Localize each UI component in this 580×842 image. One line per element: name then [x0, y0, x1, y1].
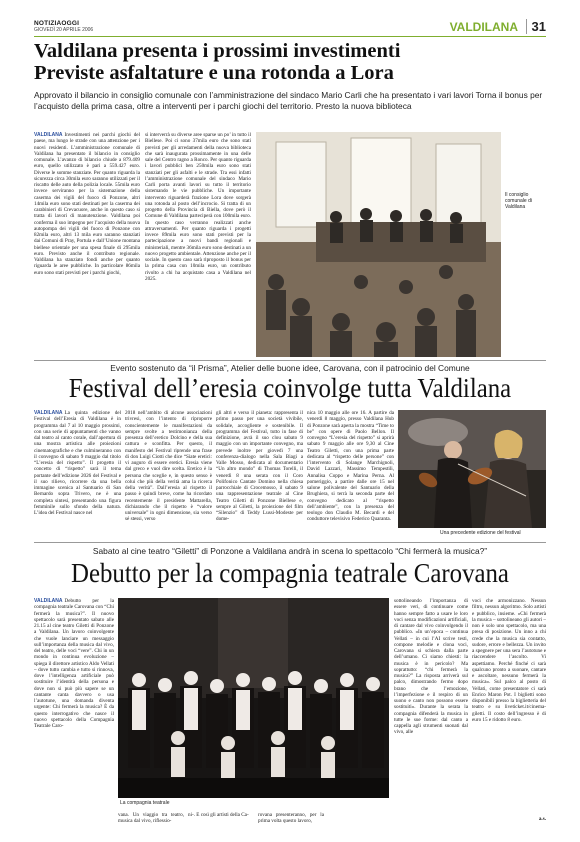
- article3-column-1-text: Debutto per la compagnia teatrale Carovana con “Chi fermerà la musica?”. Il nuovo spettacolo sarà presentato sabato alle 21.15 al cine teatro Giletti di Ponzone a Valdilana. Un lavoro coinvolgente che vuole lanciare un messaggio sull’importanza della musica dal vivo, del teatro, delle voci “vere”. Chi in un mondo in continua evoluzione – spiega il direttore artistico Aldo Vellati – dove tutto cambia e tutto si rinnova, dove l’intelligenza artificiale può sostituire l’identità della persona e dove non si può più sapere se un cantante canta davvero o usa l’autotune, una domanda diventa urgente: Chi fermerà la musica? È da questo interrogativo che nasce il nuovo spettacolo della Compagnia Teatrale Caro-: [34, 598, 114, 729]
- article3-photo-caption: La compagnia teatrale: [120, 800, 170, 806]
- article1-photo-council: [256, 132, 501, 357]
- divider-2: [34, 542, 546, 543]
- article1-headline-line1: Valdilana presenta i prossimi investimenti: [34, 40, 401, 62]
- council-meeting-image: [256, 132, 501, 357]
- article2-column-3-text: gli altri e verso il pianeta: rappresenta il primo passo per una società vivibile, solidale, accogliente e sostenibile. Il programma del Festival, tutto in fase di definizione, avrà il suo clou sabato 9 maggio con un importante convegno, ma prevede inoltre per giovedì 7 una conferenza-dialogo nella Sala Biagi a Valle Mosso, dedicata al documentario “Un altro mondo” di Thomas Torelli, il venerdì 8 una serata con il Coro Polifonico Cantate Domino nella chiesa parrocchiale di Crocemosso, il sabato 9 una rappresentazione teatrale al Cine Teatro Giletti di Ponzone Biellese e, sempre al Giletti, la proiezione del film “Silenzio” di Teddy Lussi-Modeste per dome-: [216, 410, 303, 523]
- article1-column-2: [145, 132, 251, 354]
- article3-column-2-tail-text: vana. Un viaggio tra teatro, musica dal vivo, riflessio-: [118, 812, 184, 825]
- article3-column-5: [394, 598, 468, 826]
- article1-dateline: VALDILANA: [34, 132, 63, 138]
- article2-column-2: [125, 410, 212, 536]
- article3-column-2-tail: [118, 812, 184, 826]
- article2-headline: Festival dell’eresia coinvolge tutta Valdilana: [68, 373, 512, 403]
- article1-standfirst: Approvato il bilancio in consiglio comunale con l’amministrazione del sindaco Mario Carli che ha presentato i vari lavori Torna il bonus per l’acquisto della prima casa, oltre a interventi per i parchi giochi del territorio. Presto la nuova biblioteca: [34, 90, 543, 111]
- article3-column-3-tail-text: ni-. E così gli artisti della Ca-: [188, 812, 249, 818]
- article1-column-1-text: Investimenti nei parchi giochi del paese, ma lungo le strade con una attenzione per i nuovi residenti. L’amministrazione comunale di Valdilana ha presentato il bilancio in consiglio comunale. L’avanzo di bilancio chiude a 879.409 euro, quello utilizzato è pari a 559.427 euro. Diverse le somme stanziate. Per quanto riguarda la sicurezza circa 30mila euro saranno utilizzati per il riscatto delle auto della polizia locale. 55mila euro invece serviranno per la sistemazione della caserma dei vigili del fuoco di Ponzone, altri 14mila euro sono stati destinati per la caserma dei carabinieri di Crevacuore, anche in questo caso si tratta di lavori di manutenzione. Valdilana poi conferma il suo impegno per l’acquisto della nuova autopompa dei vigili del fuoco di Ponzone con 82mila euro, altri 13 mila euro saranno stanziati dai Comuni di Pray, Portula e dall’Unione montana biellese orientale per una spesa finale di 295mila euro. Previsto anche il contributo regionale. Valdilana ha stanziato fondi anche per quanto riguarda le aree pubbliche. In particolare 86mila euro sono stati previsti per i parchi giochi,: [34, 132, 140, 276]
- festival-violinists-image: [398, 410, 546, 528]
- article2-column-4: [307, 410, 394, 536]
- article3-column-5-text: sottolineando l’importanza di essere veri, di continuare come hanno sempre fatto a usare le loro voci senza modificazioni artificiali, di cantare dal vivo coinvolgendo il pubblico. «In un’epoca – continua Vellati – in cui l’AI scrive testi, compone melodie e clona voci, Carovana si schiera dalla parte dell’umano. Ci siamo chiesti: la musica è in pericolo? Ma soprattutto: “chi fermerà la musica?” La risposta arriverà sul palco, dimostrando fermo dopo brano che l’emozione, l’imperfezione e il respiro di un suono e canto non possono essere sostituiti». Durante la serata la compagnia difenderà la musica in tutte le sue forme: dal canto a cappella agli strumenti suonati dal vivo, alle: [394, 598, 468, 736]
- article3-headline: Debutto per la compagnia teatrale Carovana: [71, 558, 509, 588]
- article2-column-4-text: nica 10 maggio alle ore 16. A partire da venerdì 8 maggio, presso Valdilana Hub di Ponzone sarà aperta la mostra “Time to be” con opere di Paolo Bellon. Il convegno “L’eresia del rispetto” si aprirà sabato 9 maggio alle ore 9,30 al Cine Teatro Giletti, con una prima parte dedicata al “rispetto delle persone” con l’intervento di Solange Marchignoli, David Lazzari, Massimo Tempestili, Annalisa Coppo e Marina Perna. Al pomeriggio, a partire dalle ore 15 nel salone polivalente del Santuario della Brughiera, si terrà la seconda parte del convegno dedicato al “rispetto dell’ambiente”, con la presenza del teologo don Claudio M. Becardi e del conduttore televisivo Federico Quaranta.: [307, 410, 394, 523]
- page-number: 31: [526, 19, 546, 34]
- article2-column-1: [34, 410, 121, 536]
- article2-column-2-text: 2018 nell’ambito di alcune associazioni trivresi, con l’intento di riproporre conscientemente le manifestazioni da sempre svolte a testimonianza della presenza dell’eretico Dolcino e della sua cattura e sconfitta. Per questo, il manifesto del Festival riprende una frase di don Luigi Ciotti che dice “Siate eretici: vi auguro di essere eretici. Eresia viene dal greco e vuol dire scelta. Eretico è la persona che sceglie e, in questo senso è colui che più della verità ama la ricerca della verità”. Dall’eresia al rispetto il passo è quindi breve, come ha ricordato recentemente il presidente Mattarella, dichiarando che il rispetto è “valore universale” in ogni dimensione, sia verso sé stessi, verso: [125, 410, 212, 523]
- article3-photo-company: [118, 598, 389, 798]
- article1-photo-caption: Il consiglio comunale di Valdilana: [505, 192, 532, 210]
- article1-headline-line2: Previste asfaltature e una rotonda a Lora: [34, 62, 394, 84]
- theatre-company-image: [118, 598, 389, 798]
- article2-photo-caption: Una precedente edizione del festival: [440, 530, 521, 536]
- section-name: VALDILANA: [449, 20, 518, 34]
- article1-column-2-text: si interverrà su diverse aree sparse un po’ in tutto il Biellese. Poi ci sono 37mila euro che sono stati previsti per gli arredamenti della nuova biblioteca che sarà inaugurata prossimamente in una delle sale del Centro ragno a Ronco. Per quanto riguarda i lavori pubblici ben 250mila euro sono stati stanziati per gli asfalti e le strade. Tra essi infatti l’amministrazione comunale del sindaco Mario Carli porta avanti lavori su tutto il territorio sistemando le vie pubbliche. Un importante intervento riguarderà frazione Lora dove sorgerà una rotonda al posto dell’incrocio. Si tratta di un progetto della Provincia di Biella, dove però il Comune di Valdilana parteciperà con 100mila euro. In questo caso verranno realizzati anche attraversamenti. Per quanto riguarda i progetti invece 89mila euro sono stati previsti per la partecipazione a nuovi bandi regionali e ministeriali, mentre 36mila euro sono destinati a un nuovo progetto ambientale. Attenzione anche per il sociale. In questo caso sarà riproposto il bonus per la prima casa con 10mila euro, un contributo rivolto a chi ha acquistato casa a Valdilana nel 2025.: [145, 132, 251, 282]
- publication-date: GIOVEDÌ 20 APRILE 2006: [34, 27, 94, 33]
- article3-signature: a.s.: [538, 816, 546, 822]
- article2-kicker: Evento sostenuto da “il Prisma”, Atelier delle buone idee, Carovana, con il patrocinio del Comune: [110, 363, 470, 373]
- article3-column-1: [34, 598, 114, 820]
- divider-1: [34, 360, 546, 361]
- article2-dateline: VALDILANA: [34, 410, 63, 416]
- header-rule: [34, 36, 546, 37]
- article3-dateline: VALDILANA: [34, 598, 63, 604]
- article2-column-1-text: La quinta edizione del Festival dell’Eresia di Valdilana è in programma dal 7 al 10 maggio prossimi, con una serie di appuntamenti che vanno dal teatro al canto corale, dall’apertura di una mostra artistica alle proiezioni cinematografiche e che culmineranno con il convegno di sabato 9 maggio dal titolo “L’eresia del rispetto”. Il progetto il concetto di “rispetto” sarà il tema portante dell’edizione 2026 del Festival e il suo rilievo, ricorrere da una bella immagine scenica al Santuario di San Bernardo sopra Trivero, ne è una completa sintesi, presentando una figura femminile sullo sfondo della natura. L’idea del Festival nasce nel: [34, 410, 121, 516]
- article3-column-6-text: voci che armonizzano. Nessun filtro, nessun algoritmo. Solo artisti e pubblico, insieme. «Chi fermerà la musica – sottolineano gli autori – non è solo uno spettacolo, ma una presa di posizione. Un inno a chi crede che la musica sia contatto, sudore, errore e bellezza. Un invito a spegnere per una sera l’autotune e riaccendere l’ascolto. Vi aspettiamo. Perché finché ci sarà qualcuno pronto a suonare, cantare e ascoltare, nessuno fermerà la musica». Sul palco al posto di Vellati, come presentatore ci sarà Enrico Maron Pot. I biglietti sono disponibili presso la biglietteria del teatro e su liveticket.it/cinema-giletti. Il costo dell’ingresso è di euro 15 e ridotto 8 euro.: [472, 598, 546, 723]
- article3-kicker: Sabato al cine teatro “Giletti” di Ponzone a Valdilana andrà in scena lo spettacolo “Chi fermerà la musica?”: [92, 546, 488, 556]
- article3-column-4-tail-text: rovana presenteranno, per la prima volta questo lavoro,: [258, 812, 324, 825]
- masthead: [34, 20, 546, 34]
- article3-column-3-tail: [188, 812, 254, 826]
- article3-column-6: [472, 598, 546, 814]
- article2-photo-festival: [398, 410, 546, 528]
- article1-column-1: [34, 132, 140, 354]
- publication-name: NOTIZIAOGGI: [34, 20, 80, 27]
- article2-column-3: [216, 410, 303, 536]
- article3-column-4-tail: [258, 812, 324, 826]
